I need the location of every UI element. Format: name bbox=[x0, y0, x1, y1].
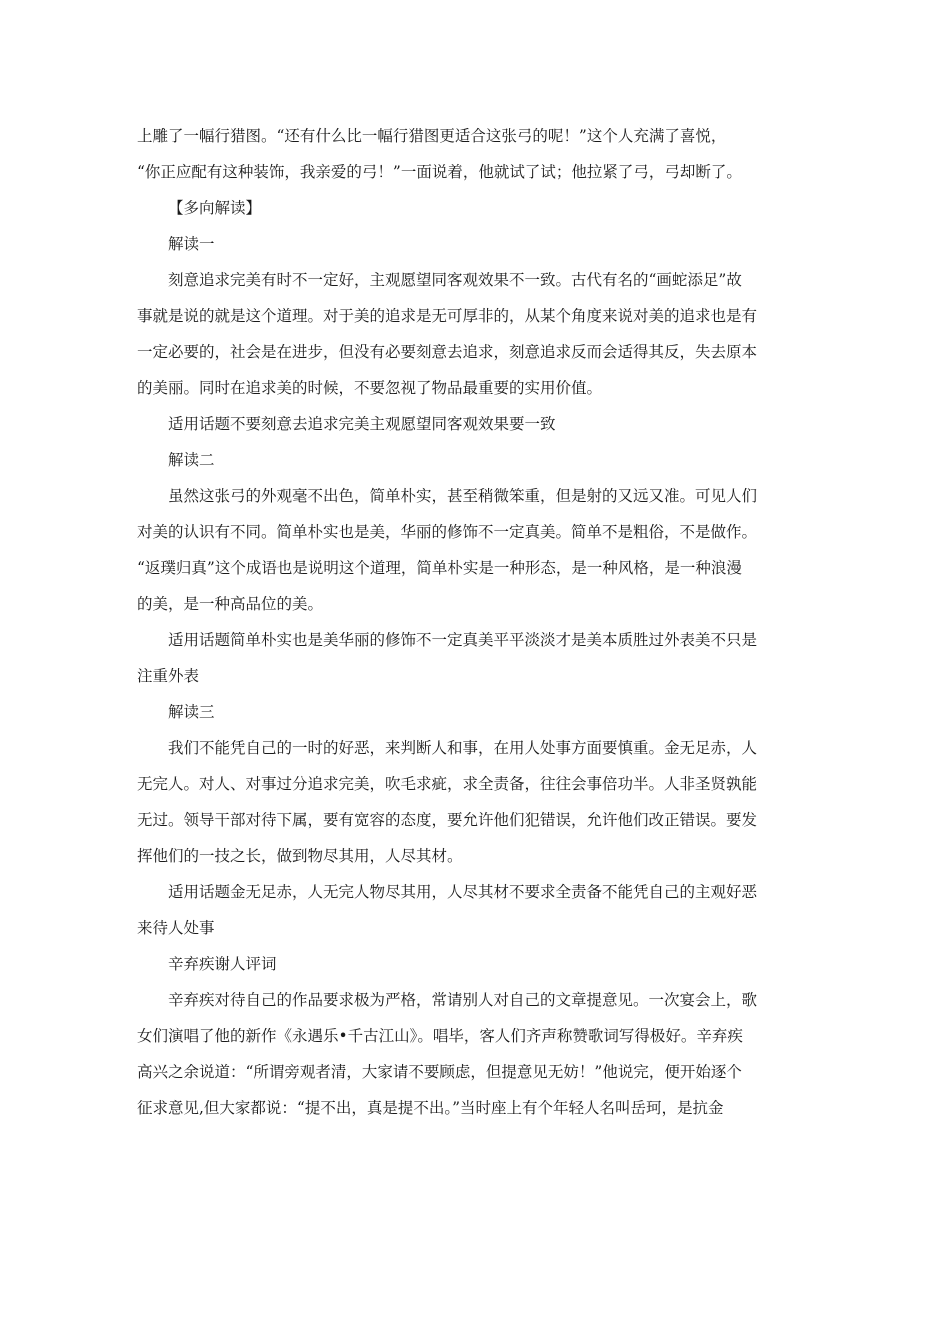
text-line: 上雕了一幅行猎图。“还有什么比一幅行猎图更适合这张弓的呢！”这个人充满了喜悦， bbox=[137, 127, 727, 145]
text-line: 无过。领导干部对待下属，要有宽容的态度，要允许他们犯错误，允许他们改正错误。要发 bbox=[137, 811, 758, 829]
text-line: 适用话题金无足赤，人无完人物尽其用，人尽其材不要求全责备不能凭自己的主观好恶 bbox=[168, 883, 758, 901]
text-line: 辛弃疾对待自己的作品要求极为严格，常请别人对自己的文章提意见。一次宴会上，歌 bbox=[168, 991, 758, 1009]
text-line: 一定必要的，社会是在进步，但没有必要刻意去追求，刻意追求反而会适得其反，失去原本 bbox=[137, 343, 758, 361]
story-title bbox=[137, 946, 813, 982]
subheading-reading-three bbox=[137, 694, 813, 730]
paragraph-story bbox=[137, 982, 813, 1126]
section-heading-multi-reading bbox=[137, 190, 813, 226]
text-line: 事就是说的就是这个道理。对于美的追求是无可厚非的，从某个角度来说对美的追求也是有 bbox=[137, 307, 758, 325]
subheading-reading-one bbox=[137, 226, 813, 262]
text-line: 【多向解读】 bbox=[168, 199, 262, 217]
text-line: 解读三 bbox=[168, 703, 215, 721]
paragraph-reading-three bbox=[137, 730, 813, 874]
topic-line-two bbox=[137, 622, 813, 694]
text-line: 我们不能凭自己的一时的好恶，来判断人和事，在用人处事方面要慎重。金无足赤，人 bbox=[168, 739, 758, 757]
topic-line-one bbox=[137, 406, 813, 442]
paragraph-continuation bbox=[137, 118, 813, 190]
text-line: 女们演唱了他的新作《永遇乐•千古江山》。唱毕，客人们齐声称赞歌词写得极好。辛弃疾 bbox=[137, 1027, 743, 1045]
text-line: 解读二 bbox=[168, 451, 215, 469]
text-line: 高兴之余说道：“所谓旁观者清，大家请不要顾虑，但提意见无妨！”他说完，便开始逐个 bbox=[137, 1063, 742, 1081]
text-line: 适用话题不要刻意去追求完美主观愿望同客观效果要一致 bbox=[168, 415, 556, 433]
text-line: 注重外表 bbox=[137, 667, 200, 685]
topic-line-three bbox=[137, 874, 813, 946]
text-line: 挥他们的一技之长，做到物尽其用，人尽其材。 bbox=[137, 847, 463, 865]
text-line: 适用话题简单朴实也是美华丽的修饰不一定真美平平淡淡才是美本质胜过外表美不只是 bbox=[168, 631, 758, 649]
paragraph-reading-two bbox=[137, 478, 813, 622]
subheading-reading-two bbox=[137, 442, 813, 478]
text-line: 虽然这张弓的外观毫不出色，简单朴实，甚至稍微笨重，但是射的又远又准。可见人们 bbox=[168, 487, 758, 505]
text-line: 来待人处事 bbox=[137, 919, 215, 937]
text-line: 解读一 bbox=[168, 235, 215, 253]
text-line: “你正应配有这种装饰，我亲爱的弓！”一面说着，他就试了试；他拉紧了弓，弓却断了。 bbox=[137, 163, 742, 181]
text-line: “返璞归真”这个成语也是说明这个道理，简单朴实是一种形态，是一种风格，是一种浪漫 bbox=[137, 559, 742, 577]
text-line: 的美，是一种高品位的美。 bbox=[137, 595, 324, 613]
text-line: 征求意见,但大家都说：“提不出，真是提不出。”当时座上有个年轻人名叫岳珂，是抗金 bbox=[137, 1099, 724, 1117]
paragraph-reading-one bbox=[137, 262, 813, 406]
text-line: 对美的认识有不同。简单朴实也是美，华丽的修饰不一定真美。简单不是粗俗，不是做作。 bbox=[137, 523, 758, 541]
text-line: 的美丽。同时在追求美的时候，不要忽视了物品最重要的实用价值。 bbox=[137, 379, 603, 397]
text-line: 无完人。对人、对事过分追求完美，吹毛求疵，求全责备，往往会事倍功半。人非圣贤孰能 bbox=[137, 775, 758, 793]
document-page bbox=[137, 118, 813, 1126]
text-line: 刻意追求完美有时不一定好，主观愿望同客观效果不一致。古代有名的“画蛇添足”故 bbox=[168, 271, 742, 289]
text-line: 辛弃疾谢人评词 bbox=[168, 955, 277, 973]
